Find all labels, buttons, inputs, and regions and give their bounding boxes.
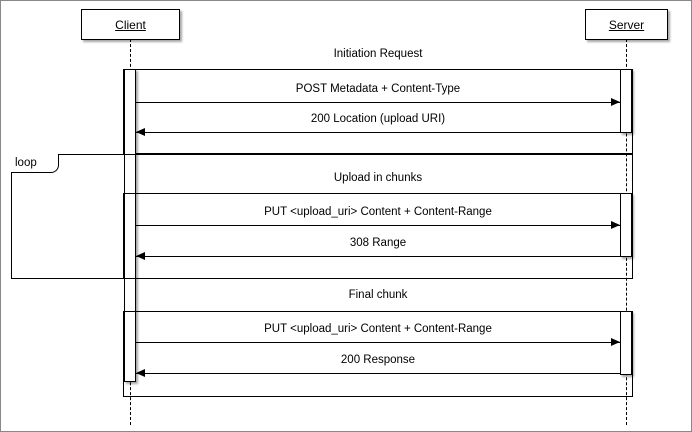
arrow-head-m1 xyxy=(611,98,620,106)
message-label-m2: 200 Location (upload URI) xyxy=(310,113,446,125)
message-line-m2 xyxy=(136,132,620,133)
message-label-m5: PUT <upload_uri> Content + Content-Range xyxy=(264,323,492,335)
participant-server-label: Server xyxy=(608,17,645,32)
message-line-m3 xyxy=(136,225,620,226)
section-title-initiation: Initiation Request xyxy=(333,48,423,60)
message-line-m6 xyxy=(136,373,620,374)
activation-server-final xyxy=(620,311,632,375)
participant-server[interactable] xyxy=(585,9,668,40)
message-label-m6: 200 Response xyxy=(340,354,416,366)
fragment-loop-label-box xyxy=(11,154,59,173)
arrow-head-m3 xyxy=(611,221,620,229)
arrow-head-m4 xyxy=(136,252,145,260)
section-title-final: Final chunk xyxy=(348,289,408,301)
message-label-m4: 308 Range xyxy=(349,237,407,249)
message-line-m5 xyxy=(136,342,620,343)
fragment-loop-label: loop xyxy=(15,157,37,169)
activation-server-chunk xyxy=(620,193,632,257)
activation-server-initiation xyxy=(620,69,632,133)
section-box-initiation xyxy=(123,69,633,154)
section-title-loop: Upload in chunks xyxy=(333,172,423,184)
arrow-head-m2 xyxy=(136,128,145,136)
arrow-head-m5 xyxy=(611,338,620,346)
arrow-head-m6 xyxy=(136,369,145,377)
participant-client[interactable] xyxy=(81,9,180,40)
message-line-m4 xyxy=(136,256,620,257)
participant-client-label: Client xyxy=(115,17,146,32)
message-label-m3: PUT <upload_uri> Content + Content-Range xyxy=(264,206,492,218)
message-label-m1: POST Metadata + Content-Type xyxy=(295,83,461,95)
message-line-m1 xyxy=(136,102,620,103)
